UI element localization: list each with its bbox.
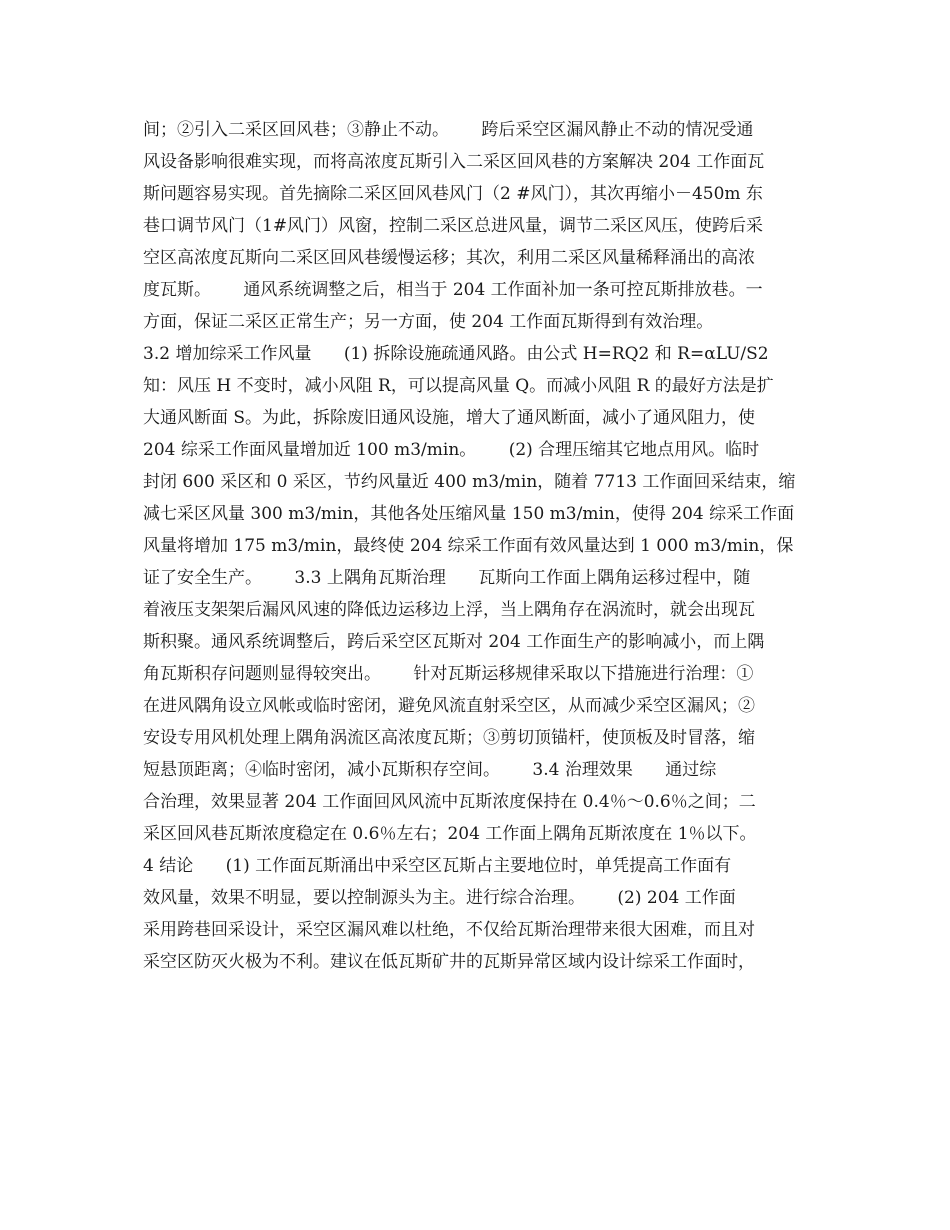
text-line: 证了安全生产。 3.3 上隅角瓦斯治理 瓦斯向工作面上隅角运移过程中，随 <box>143 568 751 588</box>
text-line: 合治理，效果显著 204 工作面回风风流中瓦斯浓度保持在 0.4％～0.6％之间；二 <box>143 792 756 812</box>
text-line: 知：风压 H 不变时，减小风阻 R，可以提高风量 Q。而减小风阻 R 的最好方法是扩 <box>143 376 774 396</box>
text-line: 风量将增加 175 m3/min，最终使 204 综采工作面有效风量达到 1 000 m3/min，保 <box>143 536 794 556</box>
text-line: 3.2 增加综采工作风量 (1) 拆除设施疏通风路。由公式 H=RQ2 和 R=αLU/S2 <box>143 344 769 364</box>
text-line: 度瓦斯。 通风系统调整之后，相当于 204 工作面补加一条可控瓦斯排放巷。一 <box>143 280 763 300</box>
text-line: 着液压支架架后漏风风速的降低边运移边上浮，当上隅角存在涡流时，就会出现瓦 <box>143 600 755 620</box>
text-line: 封闭 600 采区和 0 采区，节约风量近 400 m3/min，随着 7713 工作面回采结束，缩 <box>143 472 796 492</box>
text-line: 斯积聚。通风系统调整后，跨后采空区瓦斯对 204 工作面生产的影响减小，而上隅 <box>143 632 765 652</box>
text-line: 风设备影响很难实现，而将高浓度瓦斯引入二采区回风巷的方案解决 204 工作面瓦 <box>143 152 765 172</box>
text-line: 短悬顶距离；④临时密闭，减小瓦斯积存空间。 3.4 治理效果 通过综 <box>143 760 717 780</box>
text-line: 斯问题容易实现。首先摘除二采区回风巷风门（2 #风门），其次再缩小－450m 东 <box>143 184 763 204</box>
text-line: 采区回风巷瓦斯浓度稳定在 0.6％左右；204 工作面上隅角瓦斯浓度在 1％以下。 <box>143 824 757 844</box>
body-text <box>143 114 823 978</box>
text-line: 在进风隅角设立风帐或临时密闭，避免风流直射采空区，从而减少采空区漏风；② <box>143 696 755 716</box>
text-line: 角瓦斯积存问题则显得较突出。 针对瓦斯运移规律采取以下措施进行治理：① <box>143 664 754 684</box>
text-line: 效风量，效果不明显，要以控制源头为主。进行综合治理。 (2) 204 工作面 <box>143 888 736 908</box>
text-line: 大通风断面 S。为此，拆除废旧通风设施，增大了通风断面，减小了通风阻力，使 <box>143 408 756 428</box>
text-line: 4 结论 (1) 工作面瓦斯涌出中采空区瓦斯占主要地位时，单凭提高工作面有 <box>143 856 732 876</box>
text-line: 空区高浓度瓦斯向二采区回风巷缓慢运移；其次，利用二采区风量稀释涌出的高浓 <box>143 248 755 268</box>
text-line: 安设专用风机处理上隅角涡流区高浓度瓦斯；③剪切顶锚杆，使顶板及时冒落，缩 <box>143 728 755 748</box>
text-line: 巷口调节风门（1#风门）风窗，控制二采区总进风量，调节二采区风压，使跨后采 <box>143 216 764 236</box>
text-line: 采用跨巷回采设计，采空区漏风难以杜绝，不仅给瓦斯治理带来很大困难，而且对 <box>143 920 755 940</box>
text-line: 采空区防灭火极为不利。建议在低瓦斯矿井的瓦斯异常区域内设计综采工作面时， <box>143 952 755 972</box>
text-line: 204 综采工作面风量增加近 100 m3/min。 (2) 合理压缩其它地点用风。临时 <box>143 440 760 460</box>
text-line: 方面，保证二采区正常生产；另一方面，使 204 工作面瓦斯得到有效治理。 <box>143 312 714 332</box>
text-line: 间；②引入二采区回风巷；③静止不动。 跨后采空区漏风静止不动的情况受通 <box>143 120 754 140</box>
text-line: 减七采区风量 300 m3/min，其他各处压缩风量 150 m3/min，使得 204 综采工作面 <box>143 504 795 524</box>
